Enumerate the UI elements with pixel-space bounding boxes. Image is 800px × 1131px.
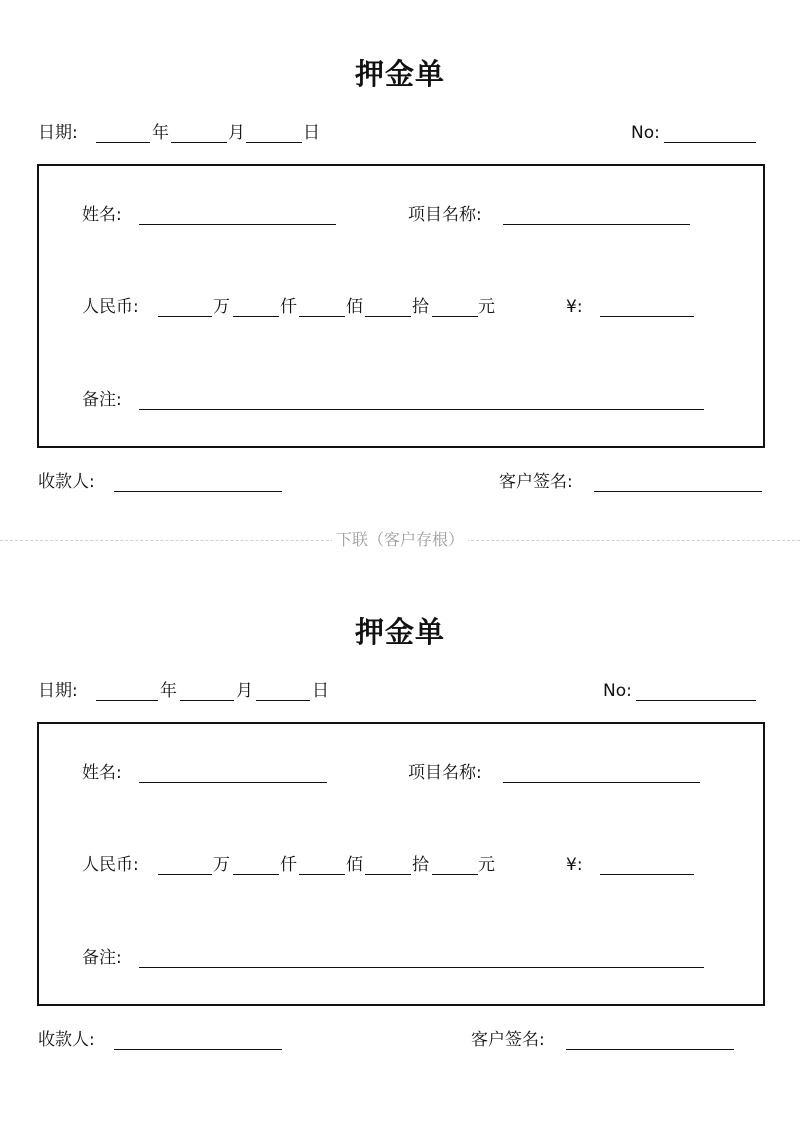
form-title: 押金单 bbox=[354, 615, 445, 649]
no-field[interactable] bbox=[636, 700, 756, 701]
amount-field[interactable] bbox=[600, 874, 694, 875]
no-field[interactable] bbox=[664, 142, 756, 143]
shi-label: 拾 bbox=[412, 855, 429, 875]
year-field[interactable] bbox=[96, 142, 150, 143]
project-name-label: 项目名称: bbox=[408, 205, 482, 225]
qian-field[interactable] bbox=[233, 874, 279, 875]
month-label: 月 bbox=[228, 123, 245, 143]
yuan-label: 元 bbox=[478, 855, 495, 875]
yuan-field[interactable] bbox=[432, 874, 478, 875]
remark-field[interactable] bbox=[139, 967, 704, 968]
date-label: 日期: bbox=[38, 123, 78, 143]
project-name-label: 项目名称: bbox=[408, 763, 482, 783]
bai-label: 佰 bbox=[346, 297, 363, 317]
project-name-field[interactable] bbox=[503, 224, 690, 225]
year-label: 年 bbox=[152, 123, 169, 143]
month-label: 月 bbox=[236, 681, 253, 701]
name-field[interactable] bbox=[139, 224, 336, 225]
shi-field[interactable] bbox=[365, 874, 411, 875]
name-label: 姓名: bbox=[82, 763, 122, 783]
customer-sign-field[interactable] bbox=[594, 491, 762, 492]
remark-field[interactable] bbox=[139, 409, 704, 410]
form-box bbox=[37, 164, 765, 448]
form-title: 押金单 bbox=[354, 57, 445, 91]
receiver-field[interactable] bbox=[114, 1049, 282, 1050]
no-label: No: bbox=[631, 123, 660, 143]
qian-label: 仟 bbox=[280, 297, 297, 317]
form-box bbox=[37, 722, 765, 1006]
bai-label: 佰 bbox=[346, 855, 363, 875]
day-field[interactable] bbox=[256, 700, 310, 701]
receiver-label: 收款人: bbox=[38, 472, 95, 492]
receiver-label: 收款人: bbox=[38, 1030, 95, 1050]
qian-label: 仟 bbox=[280, 855, 297, 875]
qian-field[interactable] bbox=[233, 316, 279, 317]
rmb-label: 人民币: bbox=[82, 855, 139, 875]
cut-label: 下联（客户存根） bbox=[332, 530, 468, 549]
customer-sign-field[interactable] bbox=[566, 1049, 734, 1050]
bai-field[interactable] bbox=[299, 316, 345, 317]
customer-sign-label: 客户签名: bbox=[499, 472, 573, 492]
wan-field[interactable] bbox=[158, 874, 212, 875]
month-field[interactable] bbox=[180, 700, 234, 701]
remark-label: 备注: bbox=[82, 390, 122, 410]
date-label: 日期: bbox=[38, 681, 78, 701]
year-field[interactable] bbox=[96, 700, 158, 701]
no-label: No: bbox=[603, 681, 632, 701]
project-name-field[interactable] bbox=[503, 782, 700, 783]
yuan-field[interactable] bbox=[432, 316, 478, 317]
shi-field[interactable] bbox=[365, 316, 411, 317]
day-label: 日 bbox=[303, 123, 320, 143]
receiver-field[interactable] bbox=[114, 491, 282, 492]
month-field[interactable] bbox=[171, 142, 227, 143]
yen-label: ¥: bbox=[566, 297, 583, 317]
wan-label: 万 bbox=[213, 855, 230, 875]
bai-field[interactable] bbox=[299, 874, 345, 875]
day-label: 日 bbox=[312, 681, 329, 701]
remark-label: 备注: bbox=[82, 948, 122, 968]
name-field[interactable] bbox=[139, 782, 327, 783]
yuan-label: 元 bbox=[478, 297, 495, 317]
customer-sign-label: 客户签名: bbox=[471, 1030, 545, 1050]
wan-field[interactable] bbox=[158, 316, 212, 317]
wan-label: 万 bbox=[213, 297, 230, 317]
name-label: 姓名: bbox=[82, 205, 122, 225]
yen-label: ¥: bbox=[566, 855, 583, 875]
rmb-label: 人民币: bbox=[82, 297, 139, 317]
shi-label: 拾 bbox=[412, 297, 429, 317]
year-label: 年 bbox=[160, 681, 177, 701]
cut-label-wrap bbox=[0, 530, 800, 550]
amount-field[interactable] bbox=[600, 316, 694, 317]
day-field[interactable] bbox=[246, 142, 302, 143]
